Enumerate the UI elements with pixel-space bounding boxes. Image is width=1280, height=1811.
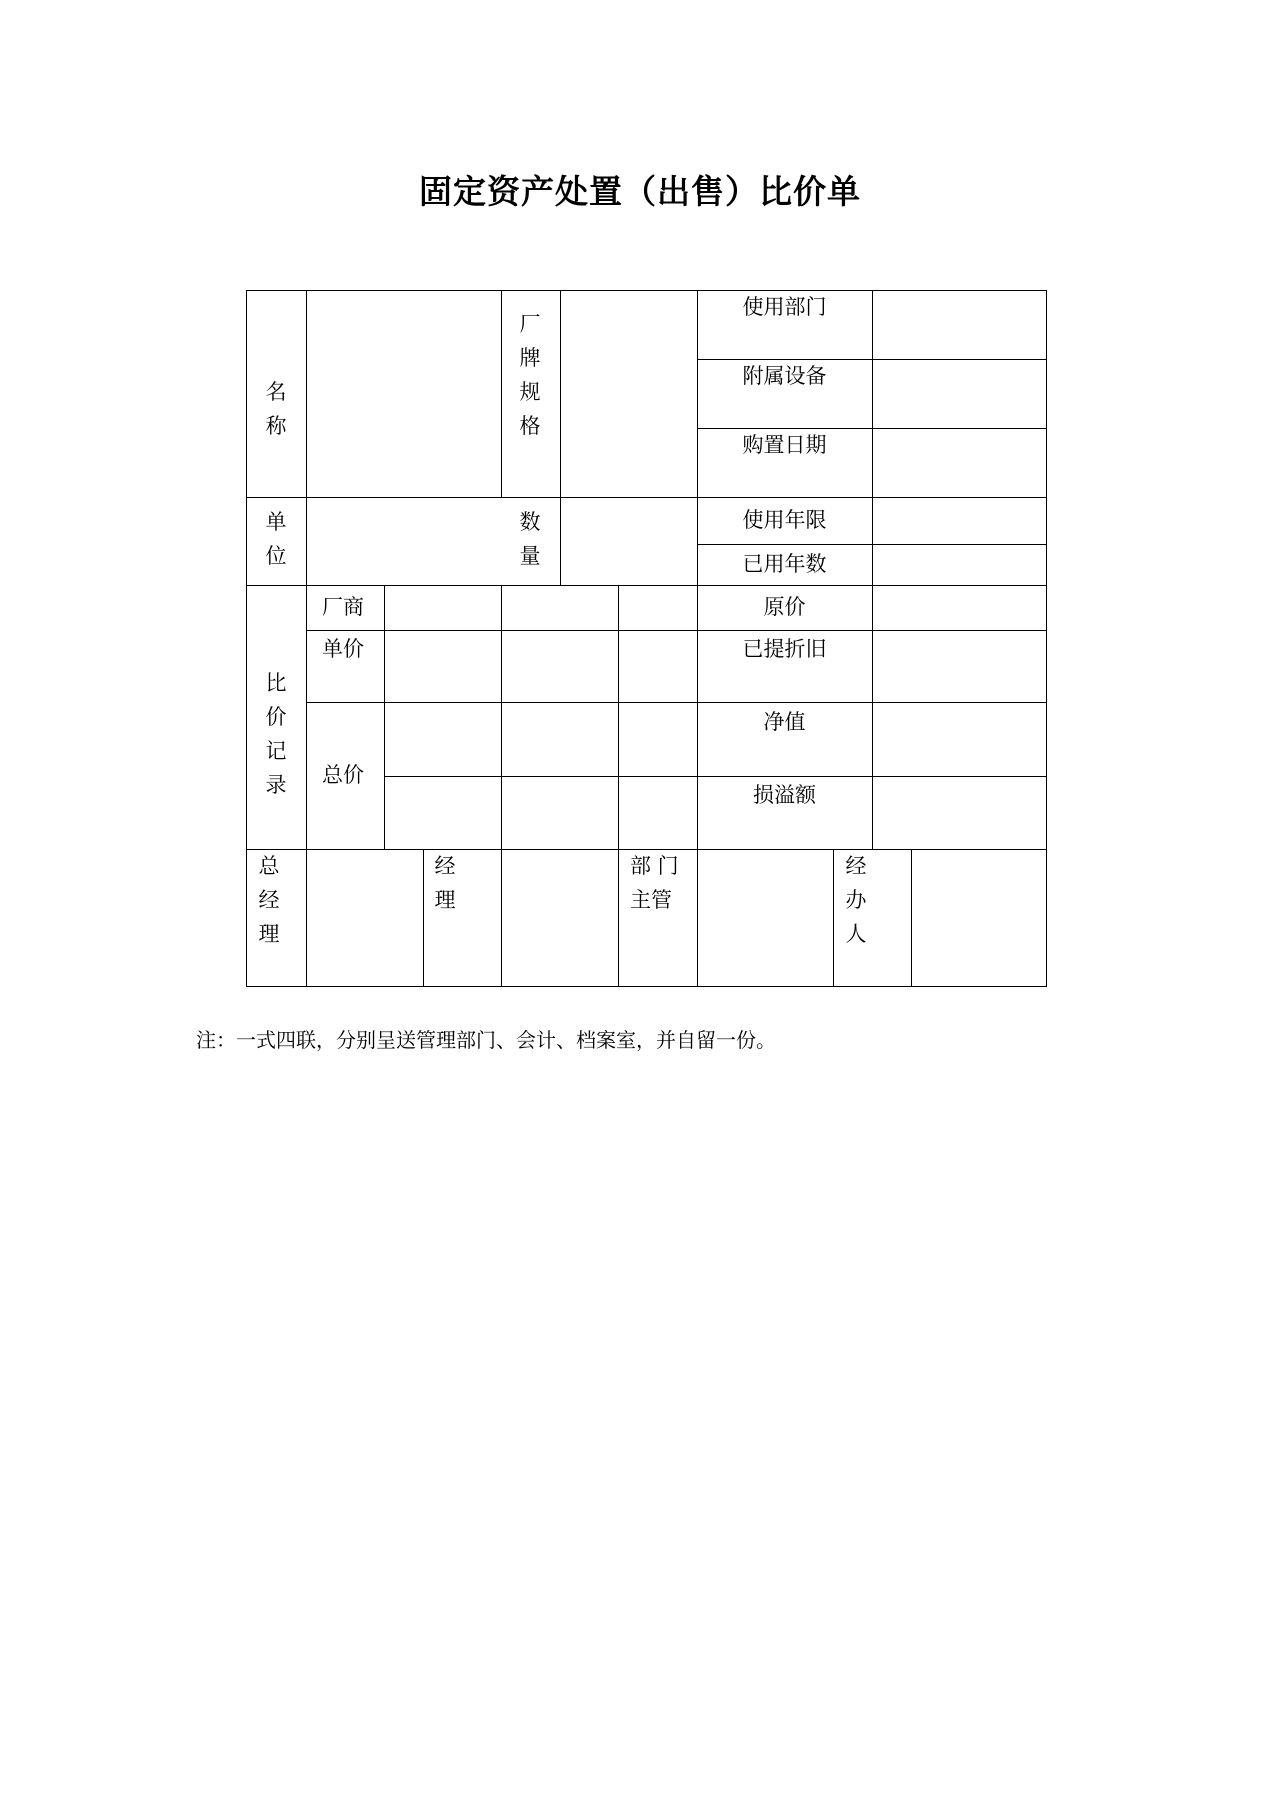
gain-loss-label: 损溢额 — [753, 783, 816, 807]
dept-head-label-line2: 主管 — [630, 888, 672, 912]
manager-signature-cell[interactable] — [502, 850, 618, 986]
net-value-label: 净值 — [763, 710, 806, 734]
unit-label: 单位 — [265, 510, 287, 568]
table-border-right — [1046, 290, 1047, 987]
service-life-value-cell[interactable] — [873, 498, 1046, 544]
table-border-left — [246, 290, 247, 987]
unit-price-3-cell[interactable] — [619, 631, 697, 702]
footnote: 注：一式四联，分别呈送管理部门、会计、档案室，并自留一份。 — [196, 1028, 776, 1052]
total-price-label: 总价 — [322, 763, 364, 787]
purchase-date-value-cell[interactable] — [873, 429, 1046, 497]
brand-spec-value-cell[interactable] — [561, 291, 697, 497]
gm-signature-cell[interactable] — [307, 850, 423, 986]
original-value-value-cell[interactable] — [873, 586, 1046, 630]
brand-spec-label: 厂牌规格 — [519, 312, 541, 438]
page-title: 固定资产处置（出售）比价单 — [419, 172, 861, 211]
unit-value-cell[interactable] — [307, 498, 501, 585]
unit-price-1-cell[interactable] — [385, 631, 501, 702]
manager-label: 经理 — [434, 854, 456, 912]
original-value-label: 原价 — [763, 595, 806, 619]
years-used-label: 已用年数 — [742, 552, 827, 576]
total-price-6-cell[interactable] — [619, 777, 697, 849]
purchase-date-label: 购置日期 — [742, 433, 827, 457]
table-rule — [501, 290, 502, 497]
name-label: 名称 — [265, 380, 287, 438]
total-price-2-cell[interactable] — [502, 703, 618, 776]
total-price-5-cell[interactable] — [502, 777, 618, 849]
accessories-value-cell[interactable] — [873, 360, 1046, 428]
service-life-label: 使用年限 — [742, 508, 827, 532]
handler-label: 经办人 — [845, 854, 867, 946]
vendor-3-cell[interactable] — [619, 586, 697, 630]
years-used-value-cell[interactable] — [873, 545, 1046, 585]
use-dept-value-cell[interactable] — [873, 291, 1046, 359]
total-price-1-cell[interactable] — [385, 703, 501, 776]
vendor-label: 厂商 — [322, 595, 364, 619]
table-rule — [423, 849, 424, 987]
vendor-2-cell[interactable] — [502, 586, 618, 630]
net-value-value-cell[interactable] — [873, 703, 1046, 776]
table-rule — [833, 849, 834, 987]
total-price-3-cell[interactable] — [619, 703, 697, 776]
unit-price-2-cell[interactable] — [502, 631, 618, 702]
quantity-value-cell[interactable] — [561, 498, 697, 585]
gm-label: 总经理 — [258, 854, 280, 946]
accessories-label: 附属设备 — [742, 364, 827, 388]
dept-head-label-line1: 部 门 — [630, 854, 679, 878]
accum-depr-value-cell[interactable] — [873, 631, 1046, 702]
accum-depr-label: 已提折旧 — [742, 637, 827, 661]
handler-signature-cell[interactable] — [912, 850, 1046, 986]
dept-head-signature-cell[interactable] — [698, 850, 833, 986]
unit-price-label: 单价 — [322, 637, 364, 661]
name-value-cell[interactable] — [307, 291, 501, 497]
total-price-4-cell[interactable] — [385, 777, 501, 849]
vendor-1-cell[interactable] — [385, 586, 501, 630]
price-compare-label: 比价记录 — [265, 671, 287, 797]
use-dept-label: 使用部门 — [742, 295, 827, 319]
quantity-label: 数量 — [519, 510, 541, 568]
gain-loss-value-cell[interactable] — [873, 777, 1046, 849]
table-border-bottom — [246, 986, 1047, 987]
